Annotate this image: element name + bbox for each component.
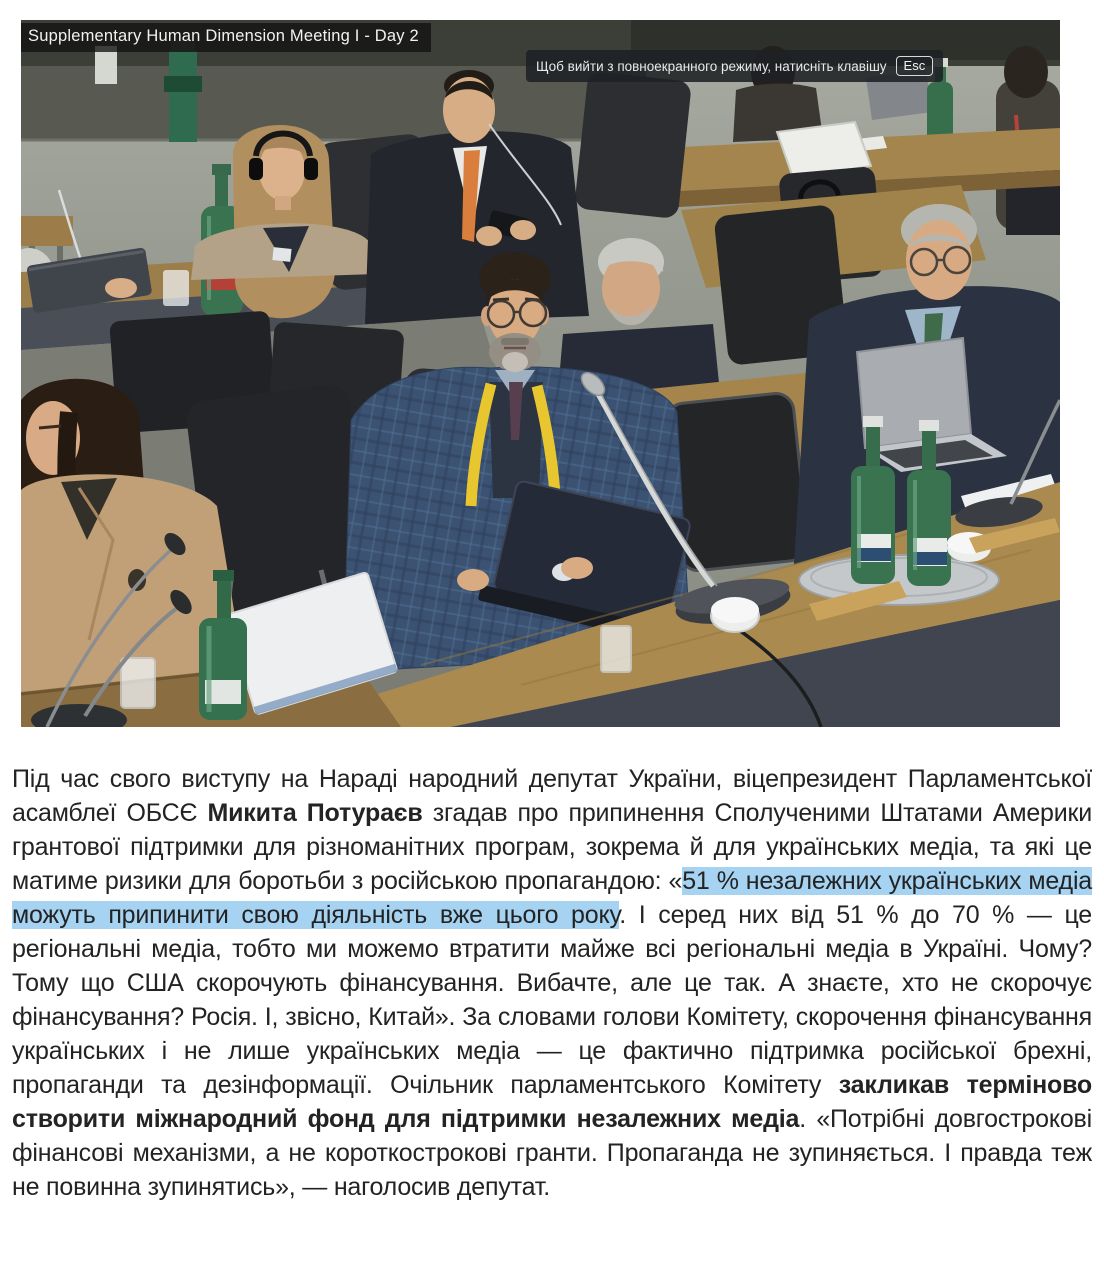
- article-paragraph: [12, 762, 1092, 1204]
- drinking-glass: [601, 626, 631, 672]
- fullscreen-exit-tooltip: [526, 50, 943, 82]
- video-caption: Supplementary Human Dimension Meeting I - Day 2: [21, 23, 431, 52]
- article-text: . І серед них від 51 % до 70 % — це регіональні медіа, тобто ми можемо втратити майже всі регіональні медіа в Україні. Чому? Тому що США скорочують фінансування. Вибачте, але це так. А знаєте, хто не скорочує фінансування? Росія. І, звісно, Китай». За словами голови Комітету, скорочення фінансування українських і не лише українських медіа — це фактично підтримка російської брехні, пропаганди та дезінформації. Очільник парламентського Комітету: [12, 901, 1092, 1099]
- highlighted-quote: 51 % незалежних українських медіа можуть припинити свою діяльність вже цього року: [12, 867, 1092, 929]
- esc-key-label: Esc: [896, 56, 934, 76]
- conference-room-scene: [21, 20, 1060, 727]
- video-still-frame[interactable]: [21, 20, 1060, 727]
- drinking-glass: [121, 658, 155, 708]
- call-to-action-bold: закликав терміново створити міжнародний фонд для підтримки незалежних медіа: [12, 1071, 1092, 1133]
- background-table-left: [21, 216, 73, 246]
- green-pipe: [164, 40, 202, 142]
- article-text: . «Потрібні довгострокові фінансові механізми, а не короткострокові гранти. Пропаганда не зупиняється. І правда теж не повинна зупинятись», — наголосив депутат.: [12, 1105, 1092, 1201]
- article-text: згадав про припинення Сполученими Штатами Америки грантової підтримки для різноманітних програм, зокрема й для українських медіа, та які це матиме ризики для боротьби з російською пропагандою: «: [12, 799, 1092, 895]
- article-text: Під час свого виступу на Нараді народний депутат України, віцепрезидент Парламентської асамблеї ОБСЄ: [12, 765, 1092, 827]
- drinking-glass: [163, 270, 189, 306]
- badge: [272, 247, 291, 262]
- deputy-name: Микита Потураєв: [207, 799, 423, 827]
- tooltip-text: Щоб вийти з повноекранного режиму, натисніть клавішу: [536, 58, 887, 74]
